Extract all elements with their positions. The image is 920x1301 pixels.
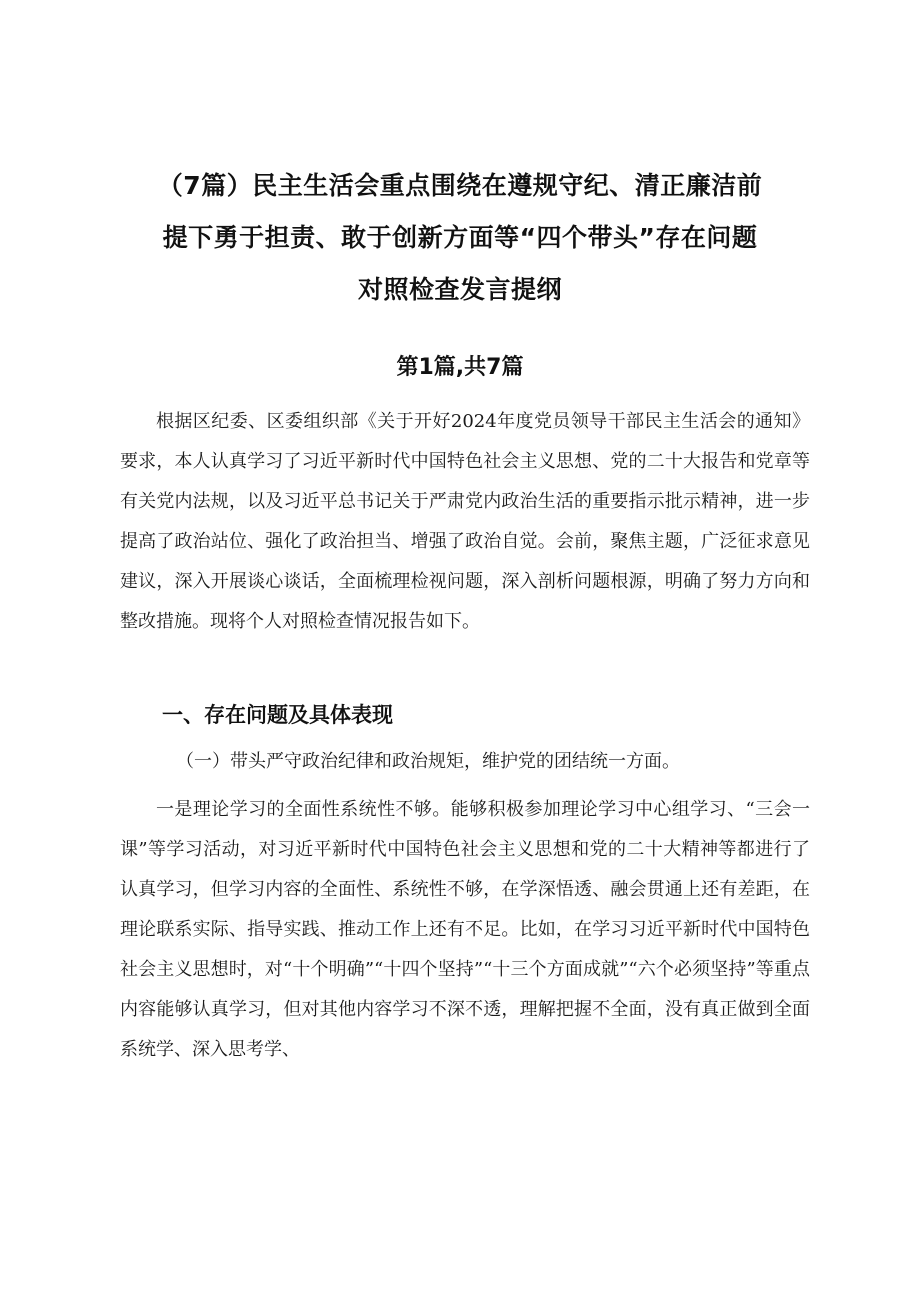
intro-paragraph: 根据区纪委、区委组织部《关于开好2024年度党员领导干部民主生活会的通知》要求，本人认真学习了习近平新时代中国特色社会主义思想、党的二十大报告和党章等有关党内法规，以及习近平总书记关于严肃党内政治生活的重要指示批示精神，进一步提高了政治站位、强化了政治担当、增强了政治自觉。会前，聚焦主题，广泛征求意见建议，深入开展谈心谈话，全面梳理检视问题，深入剖析问题根源，明确了努力方向和整改措施。现将个人对照检查情况报告如下。 <box>120 411 810 632</box>
section-heading: 一、存在问题及具体表现 <box>162 703 393 727</box>
intro-paragraph-block <box>120 402 810 642</box>
point-paragraph-block <box>120 790 810 1070</box>
title-line-1: （7篇）民主生活会重点围绕在遵规守纪、清正廉洁前 <box>157 171 763 200</box>
title-line-2: 提下勇于担责、敢于创新方面等“四个带头”存在问题 <box>162 223 758 252</box>
title-line-3: 对照检查发言提纲 <box>357 275 562 304</box>
part-heading: 第1篇,共7篇 <box>396 355 524 380</box>
sub-heading: （一）带头严守政治纪律和政治规矩，维护党的团结统一方面。 <box>176 751 680 772</box>
point-paragraph: 一是理论学习的全面性系统性不够。能够积极参加理论学习中心组学习、“三会一课”等学习活动，对习近平新时代中国特色社会主义思想和党的二十大精神等都进行了认真学习，但学习内容的全面性、系统性不够，在学深悟透、融会贯通上还有差距，在理论联系实际、指导实践、推动工作上还有不足。比如，在学习习近平新时代中国特色社会主义思想时，对“十个明确”“十四个坚持”“十三个方面成就”“六个必须坚持”等重点内容能够认真学习，但对其他内容学习不深不透，理解把握不全面，没有真正做到全面系统学、深入思考学、 <box>120 799 810 1060</box>
document-title <box>110 160 810 316</box>
